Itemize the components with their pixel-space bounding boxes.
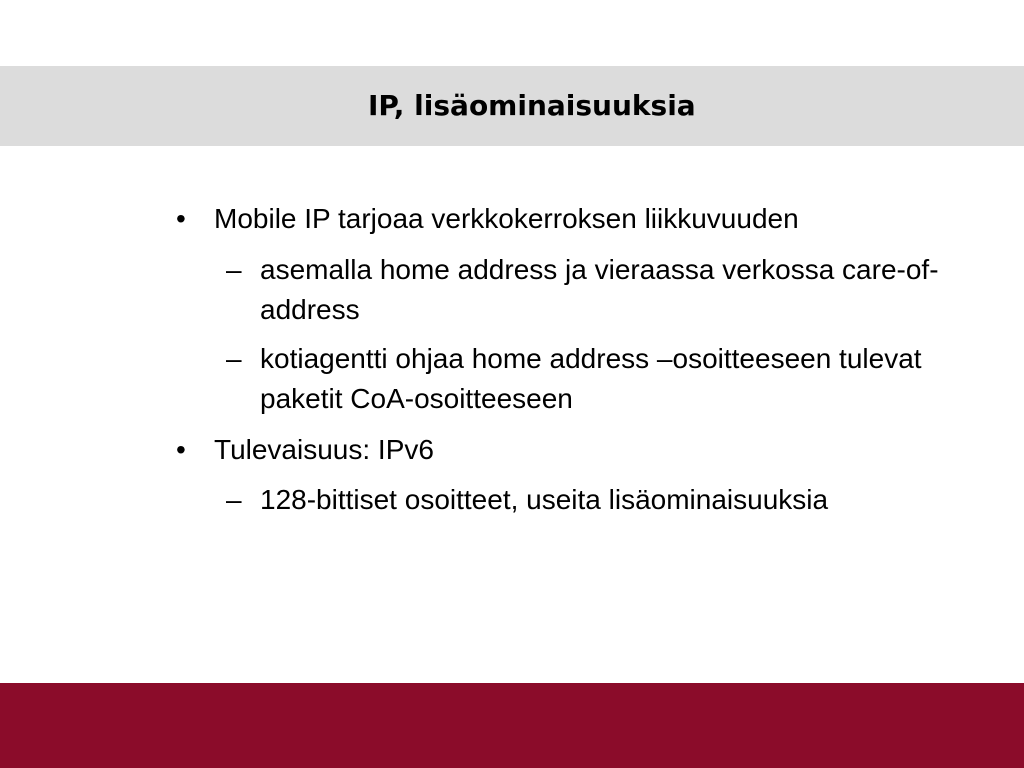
bullet-text: Tulevaisuus: IPv6 [214,434,434,465]
sub-bullet-text: kotiagentti ohjaa home address –osoitteeseen tulevat paketit CoA-osoitteeseen [260,343,922,414]
footer-band [0,683,1024,768]
bullet-text: Mobile IP tarjoaa verkkokerroksen liikkuvuuden [214,203,799,234]
bullet-item [176,430,434,470]
sub-bullet-item [226,250,986,330]
sub-bullet-text: asemalla home address ja vieraassa verkossa care-of-address [260,254,939,325]
bullet-marker: • [176,434,186,465]
dash-marker: – [226,484,242,515]
dash-marker: – [226,343,242,374]
sub-bullet-item [226,480,986,520]
bullet-item [176,199,799,239]
sub-bullet-text: 128-bittiset osoitteet, useita lisäominaisuuksia [260,484,829,515]
bullet-marker: • [176,203,186,234]
dash-marker: – [226,254,242,285]
sub-bullet-item [226,339,986,419]
slide-title: IP, lisäominaisuuksia [368,89,696,122]
